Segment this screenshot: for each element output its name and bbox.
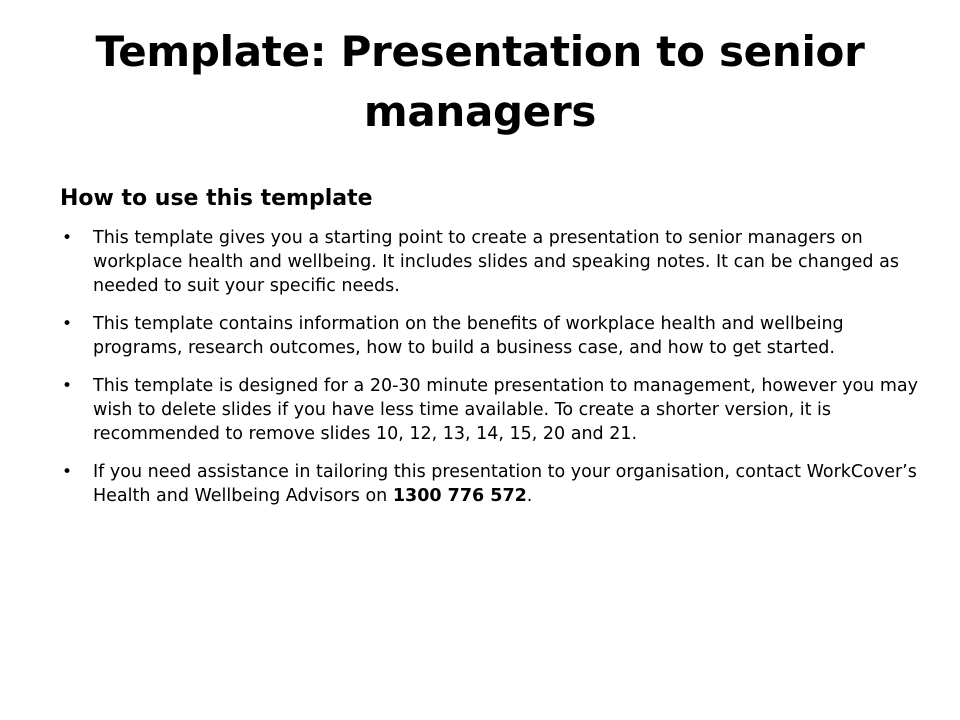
bullet-text-contact (93, 462, 917, 506)
phone-number: 1300 776 572 (392, 486, 527, 506)
bullet-list (60, 226, 920, 508)
slide-title: Template: Presentation to senior managers (95, 27, 865, 136)
bullet-icon: • (62, 314, 73, 334)
contact-text-end: . (526, 486, 533, 506)
bullet-text: This template is designed for a 20-30 minute presentation to management, however you may wish to delete slides if you have less time available. To create a shorter version, it is recommended to remove slides 10, 12, 13, 14, 15, 20 and 21. (93, 376, 918, 444)
bullet-icon: • (62, 462, 73, 482)
bullet-item (60, 460, 920, 508)
bullet-item (60, 226, 920, 298)
bullet-icon: • (62, 228, 73, 248)
bullet-text: This template gives you a starting point to create a presentation to senior managers on workplace health and wellbeing. It includes slides and speaking notes. It can be changed as needed to suit your specific needs. (93, 228, 899, 296)
slide-body (60, 182, 920, 522)
bullet-text: This template contains information on the benefits of workplace health and wellbeing programs, research outcomes, how to build a business case, and how to get started. (93, 314, 844, 358)
bullet-item (60, 374, 920, 446)
bullet-item (60, 312, 920, 360)
bullet-icon: • (62, 376, 73, 396)
contact-text: If you need assistance in tailoring this presentation to your organisation, contact WorkCover’s Health and Wellbeing Advisors on (93, 462, 917, 506)
slide-subheading: How to use this template (60, 186, 373, 211)
